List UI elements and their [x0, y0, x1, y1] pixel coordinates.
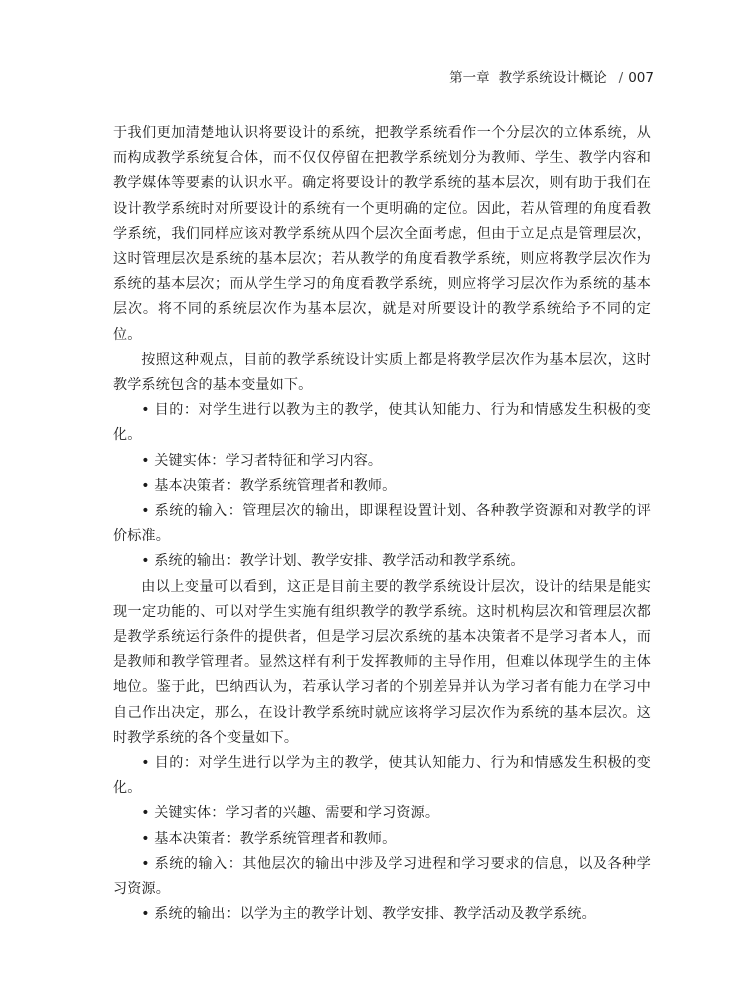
bullet-item: • 系统的输入：其他层次的输出中涉及学习进程和学习要求的信息，以及各种学习资源。 [113, 855, 651, 898]
chapter-number: 第一章 [449, 70, 490, 86]
bullet-item: • 系统的输出：教学计划、教学安排、教学活动和教学系统。 [141, 553, 525, 570]
chapter-title: 教学系统设计概论 [498, 70, 607, 86]
body-text [113, 121, 651, 928]
bullet-item: • 基本决策者：教学系统管理者和教师。 [141, 477, 397, 494]
paragraph-continued: 于我们更加清楚地认识将要设计的系统，把教学系统看作一个分层次的立体系统，从而构成教学系统复合体，而不仅仅停留在把教学系统划分为教师、学生、教学内容和教学媒体等要素的认识水平。确定将要设计的教学系统的基本层次，则有助于我们在设计教学系统时对所要设计的系统有一个更明确的定位。因此，若从管理的角度看教学系统，我们同样应该对教学系统从四个层次全面考虑，但由于立足点是管理层次，这时管理层次是系统的基本层次；若从教学的角度看教学系统，则应将教学层次作为系统的基本层次；而从学生学习的角度看教学系统，则应将学习层次作为系统的基本层次。将不同的系统层次作为基本层次，就是对所要设计的教学系统给予不同的定位。 [113, 125, 651, 343]
paragraph: 按照这种观点，目前的教学系统设计实质上都是将教学层次作为基本层次，这时教学系统包含的基本变量如下。 [113, 351, 651, 394]
bullet-item: • 系统的输出：以学为主的教学计划、教学安排、教学活动及教学系统。 [141, 906, 596, 923]
running-header [449, 66, 654, 86]
bullet-item: • 关键实体：学习者的兴趣、需要和学习资源。 [141, 805, 440, 822]
bullet-item: • 关键实体：学习者特征和学习内容。 [141, 452, 383, 469]
bullet-item: • 目的：对学生进行以教为主的教学，使其认知能力、行为和情感发生积极的变化。 [113, 402, 651, 444]
paragraph: 由以上变量可以看到，这正是目前主要的教学系统设计层次，设计的结果是能实现一定功能的、可以对学生实施有组织教学的教学系统。这时机构层次和管理层次都是教学系统运行条件的提供者，但是学习层次系统的基本决策者不是学习者本人，而是教师和教学管理者。显然这样有利于发挥教师的主导作用，但难以体现学生的主体地位。鉴于此，巴纳西认为，若承认学习者的个别差异并认为学习者有能力在学习中自己作出决定，那么，在设计教学系统时就应该将学习层次作为系统的基本层次。这时教学系统的各个变量如下。 [113, 578, 651, 746]
page-number: 007 [628, 70, 654, 86]
bullet-item: • 目的：对学生进行以学为主的教学，使其认知能力、行为和情感发生积极的变化。 [113, 755, 651, 797]
header-separator: / [618, 70, 624, 86]
bullet-item: • 基本决策者：教学系统管理者和教师。 [141, 830, 397, 847]
bullet-item: • 系统的输入：管理层次的输出，即课程设置计划、各种教学资源和对教学的评价标准。 [113, 503, 651, 545]
